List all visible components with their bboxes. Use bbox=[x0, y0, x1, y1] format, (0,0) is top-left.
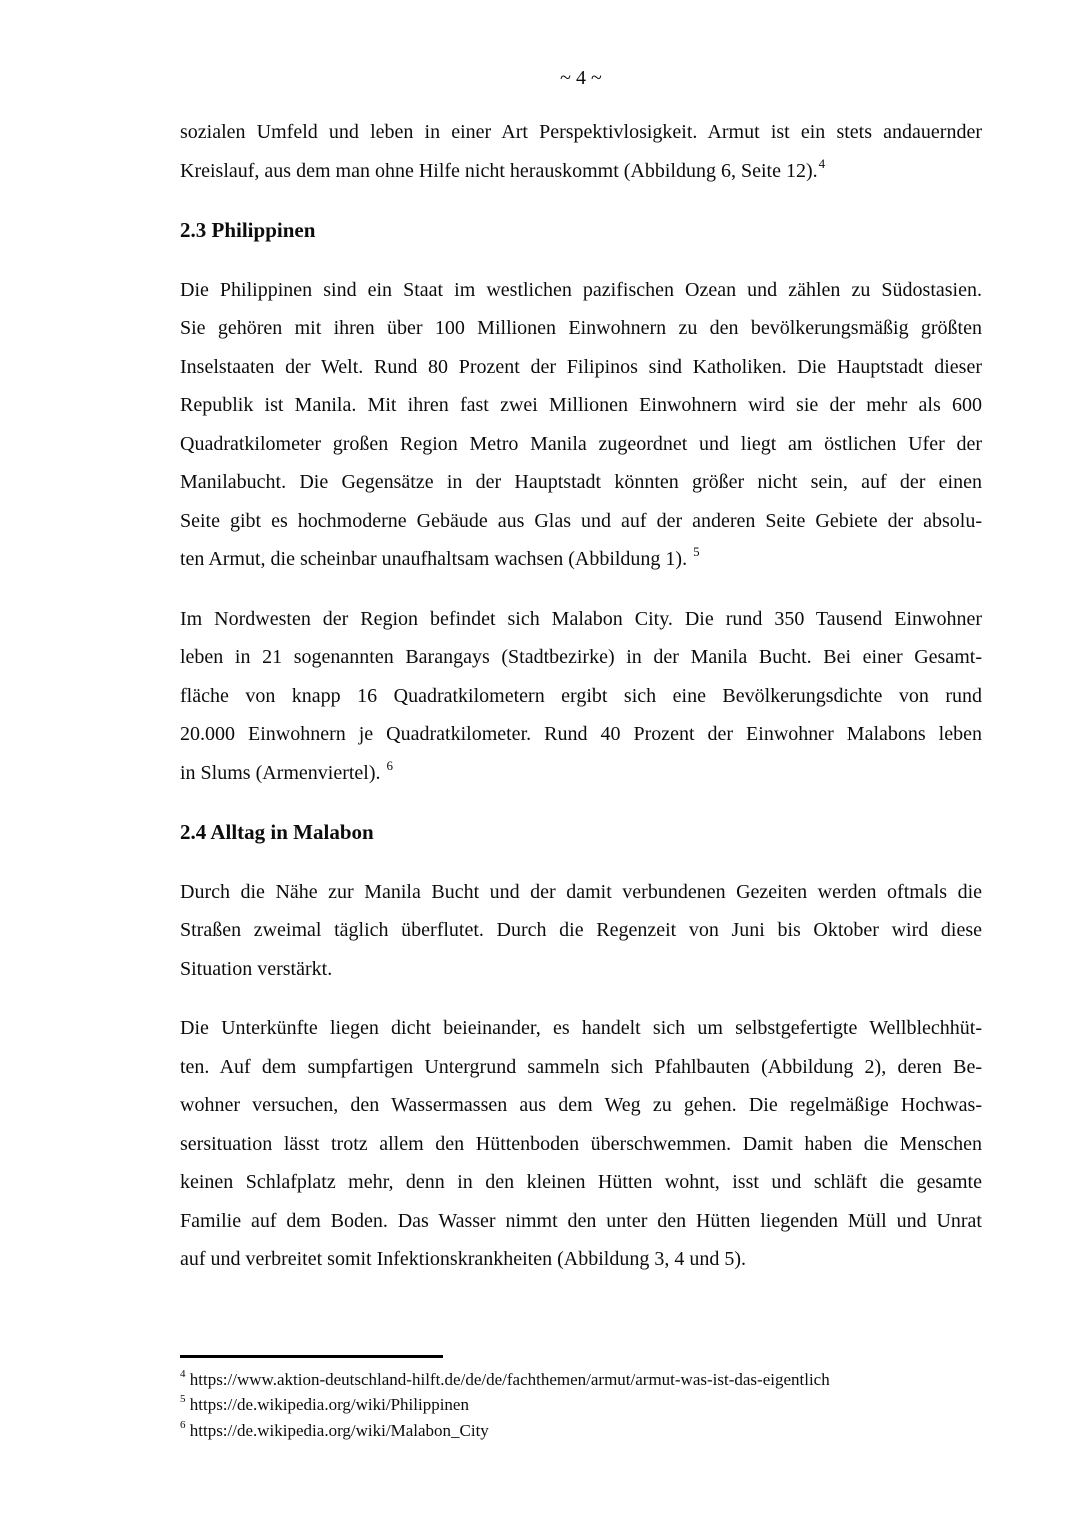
text-line: Inselstaaten der Welt. Rund 80 Prozent der Filipinos sind Katholiken. Die Hauptstadt dieser bbox=[180, 355, 982, 378]
footnote-area bbox=[180, 1355, 982, 1444]
footnote bbox=[180, 1418, 982, 1444]
text-line: ten. Auf dem sumpfartigen Untergrund sammeln sich Pfahlbauten (Abbildung 2), deren Be- bbox=[180, 1055, 982, 1078]
footnote-url: https://www.aktion-deutschland-hilft.de/de/de/fachthemen/armut/armut-was-ist-das-eigentlich bbox=[185, 1369, 830, 1389]
section-heading-alltag-in-malabon: 2.4 Alltag in Malabon bbox=[180, 820, 374, 844]
text-line: Die Unterkünfte liegen dicht beieinander, es handelt sich um selbstgefertigte Wellblechhüt- bbox=[180, 1017, 982, 1039]
text-line: fläche von knapp 16 Quadratkilometern ergibt sich eine Bevölkerungsdichte von rund bbox=[180, 684, 982, 707]
text-line: Republik ist Manila. Mit ihren fast zwei Millionen Einwohnern wird sie der mehr als 600 bbox=[180, 394, 982, 416]
footnote bbox=[180, 1392, 982, 1418]
paragraph-philippinen bbox=[180, 271, 982, 579]
footnote-marker: 5 bbox=[180, 1393, 186, 1406]
text-line: sozialen Umfeld und leben in einer Art Perspektivlosigkeit. Armut ist ein stets andauernder bbox=[180, 121, 982, 143]
footnote-url: https://de.wikipedia.org/wiki/Philippinen bbox=[185, 1395, 469, 1414]
text-line: 20.000 Einwohnern je Quadratkilometer. Rund 40 Prozent der Einwohner Malabons leben bbox=[180, 723, 982, 745]
footnote-reference: 4 bbox=[818, 155, 826, 171]
text-line: Manilabucht. Die Gegensätze in der Hauptstadt könnten größer nicht sein, auf der einen bbox=[180, 471, 982, 493]
paragraph-flooding bbox=[180, 873, 982, 989]
text-line: Sie gehören mit ihren über 100 Millionen Einwohnern zu den bevölkerungsmäßig größten bbox=[180, 317, 982, 339]
text-line: auf und verbreitet somit Infektionskrankheiten (Abbildung 3, 4 und 5). bbox=[180, 1248, 746, 1270]
text-line: sersituation lässt trotz allem den Hüttenboden überschwemmen. Damit haben die Menschen bbox=[180, 1132, 982, 1155]
text-line: in Slums (Armenviertel). $^6$ bbox=[180, 757, 394, 784]
text-line: ten Armut, die scheinbar unaufhaltsam wachsen (Abbildung 1). $^5$ bbox=[180, 544, 700, 570]
footnote-marker: 6 bbox=[180, 1418, 186, 1431]
footnote bbox=[180, 1367, 982, 1393]
text-line: Situation verstärkt. bbox=[180, 957, 333, 980]
text-line: Seite gibt es hochmoderne Gebäude aus Glas und auf der anderen Seite Gebiete der absolu- bbox=[180, 509, 982, 532]
section-heading-philippinen: 2.3 Philippinen bbox=[180, 218, 316, 242]
text-line: wohner versuchen, den Wassermassen aus dem Weg zu gehen. Die regelmäßige Hochwas- bbox=[180, 1094, 982, 1116]
text-line: Kreislauf, aus dem man ohne Hilfe nicht herauskommt (Abbildung 6, Seite 12).$^4$ bbox=[180, 155, 826, 182]
text-line: Im Nordwesten der Region befindet sich Malabon City. Die rund 350 Tausend Einwohner bbox=[180, 607, 982, 630]
footnote-reference: 5 bbox=[693, 544, 700, 560]
paragraph-malabon-city bbox=[180, 600, 982, 793]
paragraph-intro-poverty bbox=[180, 113, 982, 190]
footnote-url: https://de.wikipedia.org/wiki/Malabon_City bbox=[185, 1420, 489, 1440]
text-line: leben in 21 sogenannten Barangays (Stadtbezirke) in der Manila Bucht. Bei einer Gesamt- bbox=[180, 646, 982, 668]
paragraph-huts bbox=[180, 1009, 982, 1279]
footnote-list bbox=[180, 1367, 982, 1444]
footnote-marker: 4 bbox=[180, 1367, 186, 1380]
page-number: ~ 4 ~ bbox=[560, 67, 602, 89]
footnote-reference: 6 bbox=[386, 757, 394, 773]
text-line: Die Philippinen sind ein Staat im westlichen pazifischen Ozean und zählen zu Südostasien. bbox=[180, 278, 982, 301]
text-line: Quadratkilometer großen Region Metro Manila zugeordnet und liegt am östlichen Ufer der bbox=[180, 432, 982, 455]
text-line: keinen Schlafplatz mehr, denn in den kleinen Hütten wohnt, isst und schläft die gesamte bbox=[180, 1171, 982, 1193]
footnote-separator-line bbox=[180, 1355, 443, 1358]
text-line: Straßen zweimal täglich überflutet. Durch die Regenzeit von Juni bis Oktober wird diese bbox=[180, 919, 982, 941]
text-line: Familie auf dem Boden. Das Wasser nimmt den unter den Hütten liegenden Müll und Unrat bbox=[180, 1209, 982, 1232]
text-line: Durch die Nähe zur Manila Bucht und der damit verbundenen Gezeiten werden oftmals die bbox=[180, 880, 982, 903]
